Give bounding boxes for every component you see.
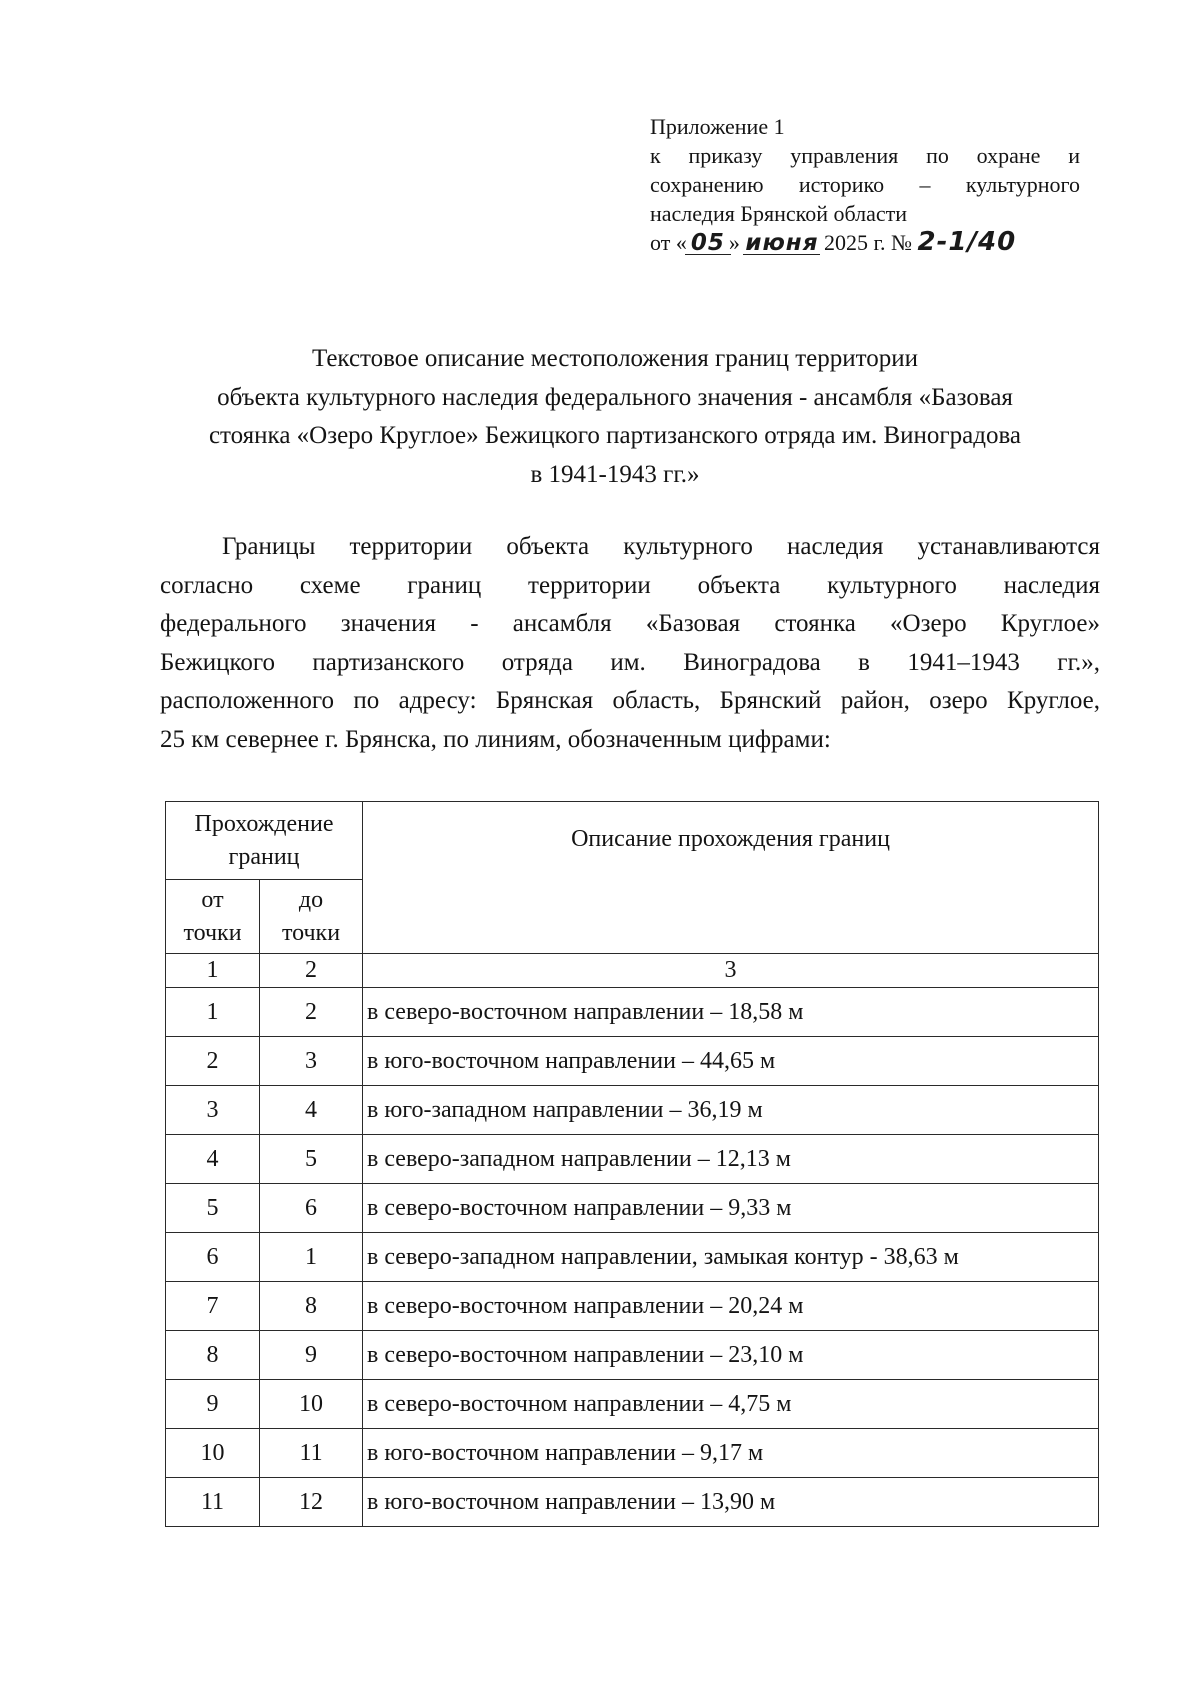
from-point-cell: 5: [166, 1184, 260, 1233]
from-point-cell: 6: [166, 1233, 260, 1282]
order-date-line: [650, 228, 1080, 257]
paragraph-line: Границы территории объекта культурного наследия устанавливаются: [222, 533, 1100, 560]
paragraph-line: расположенного по адресу: Брянская область, Брянский район, озеро Круглое,: [160, 687, 1100, 714]
header-group-line: границ: [228, 843, 300, 870]
table-row: [166, 1282, 1099, 1331]
column-number: 3: [363, 954, 1099, 988]
table-row: [166, 1037, 1099, 1086]
table-row: [166, 1429, 1099, 1478]
table-row: [166, 1086, 1099, 1135]
to-point-cell: 12: [260, 1478, 363, 1527]
approval-text-line: сохранению историко – культурного: [650, 172, 1080, 197]
date-quote-close: »: [728, 230, 740, 255]
column-number: 1: [166, 954, 260, 988]
date-prefix: от «: [650, 230, 687, 255]
to-point-cell: 6: [260, 1184, 363, 1233]
title-line: стоянка «Озеро Круглое» Бежицкого партизанского отряда им. Виноградова: [208, 422, 1022, 449]
header-to-line: до: [298, 886, 324, 913]
intro-paragraph: [160, 528, 1100, 759]
to-point-cell: 5: [260, 1135, 363, 1184]
table-row: [166, 1233, 1099, 1282]
from-point-cell: 11: [166, 1478, 260, 1527]
boundary-table: [165, 801, 1099, 1527]
from-point-cell: 3: [166, 1086, 260, 1135]
table-row: [166, 1184, 1099, 1233]
description-cell: в юго-западном направлении – 36,19 м: [363, 1086, 1099, 1135]
header-group-line: Прохождение: [194, 810, 334, 837]
table-row: [166, 1478, 1099, 1527]
from-point-cell: 8: [166, 1331, 260, 1380]
to-point-cell: 9: [260, 1331, 363, 1380]
table-row: [166, 1135, 1099, 1184]
to-point-cell: 4: [260, 1086, 363, 1135]
to-point-cell: 3: [260, 1037, 363, 1086]
from-point-cell: 7: [166, 1282, 260, 1331]
description-cell: в северо-восточном направлении – 18,58 м: [363, 988, 1099, 1037]
header-from-line: точки: [183, 919, 242, 946]
title-line: объекта культурного наследия федерального значения - ансамбля «Базовая: [217, 383, 1013, 411]
header-from-line: от: [201, 886, 224, 913]
paragraph-line: Бежицкого партизанского отряда им. Виноградова в 1941–1943 гг.»,: [160, 648, 1100, 676]
document-title: [150, 340, 1080, 494]
from-point-cell: 2: [166, 1037, 260, 1086]
table-row: [166, 1331, 1099, 1380]
table-header-row: [166, 802, 1099, 880]
to-point-cell: 10: [260, 1380, 363, 1429]
column-number-row: [166, 954, 1099, 988]
year-and-number-label: 2025 г. №: [823, 230, 913, 255]
handwritten-month: июня: [745, 230, 819, 256]
table-row: [166, 1380, 1099, 1429]
from-point-cell: 9: [166, 1380, 260, 1429]
header-description: Описание прохождения границ: [363, 802, 1099, 954]
approval-text-line: к приказу управления по охране и: [650, 143, 1080, 168]
approval-text-line: наследия Брянской области: [650, 201, 908, 226]
to-point-cell: 8: [260, 1282, 363, 1331]
approval-block: [650, 112, 1080, 257]
header-from-point: [166, 880, 260, 954]
description-cell: в северо-восточном направлении – 4,75 м: [363, 1380, 1099, 1429]
description-cell: в северо-восточном направлении – 20,24 м: [363, 1282, 1099, 1331]
header-to-point: [260, 880, 363, 954]
appendix-label: Приложение 1: [650, 114, 785, 139]
from-point-cell: 1: [166, 988, 260, 1037]
description-cell: в северо-западном направлении – 12,13 м: [363, 1135, 1099, 1184]
to-point-cell: 2: [260, 988, 363, 1037]
column-number: 2: [260, 954, 363, 988]
description-cell: в юго-восточном направлении – 9,17 м: [363, 1429, 1099, 1478]
header-boundary-passage: [166, 802, 363, 880]
paragraph-line: федерального значения - ансамбля «Базовая стоянка «Озеро Круглое»: [160, 610, 1100, 637]
header-to-line: точки: [281, 919, 341, 946]
paragraph-line: 25 км севернее г. Брянска, по линиям, обозначенным цифрами:: [160, 725, 831, 753]
description-cell: в юго-восточном направлении – 13,90 м: [363, 1478, 1099, 1527]
handwritten-day: 05: [687, 229, 729, 258]
table-row: [166, 988, 1099, 1037]
description-cell: в северо-восточном направлении – 23,10 м: [363, 1331, 1099, 1380]
to-point-cell: 1: [260, 1233, 363, 1282]
description-cell: в северо-восточном направлении – 9,33 м: [363, 1184, 1099, 1233]
paragraph-line: согласно схеме границ территории объекта культурного наследия: [160, 571, 1100, 599]
title-line: в 1941-1943 гг.»: [530, 460, 700, 488]
from-point-cell: 10: [166, 1429, 260, 1478]
title-line: Текстовое описание местоположения границ территории: [312, 345, 918, 372]
description-cell: в северо-западном направлении, замыкая контур - 38,63 м: [363, 1233, 1099, 1282]
description-cell: в юго-восточном направлении – 44,65 м: [363, 1037, 1099, 1086]
from-point-cell: 4: [166, 1135, 260, 1184]
handwritten-order-number: 2-1/40: [917, 227, 1017, 257]
to-point-cell: 11: [260, 1429, 363, 1478]
